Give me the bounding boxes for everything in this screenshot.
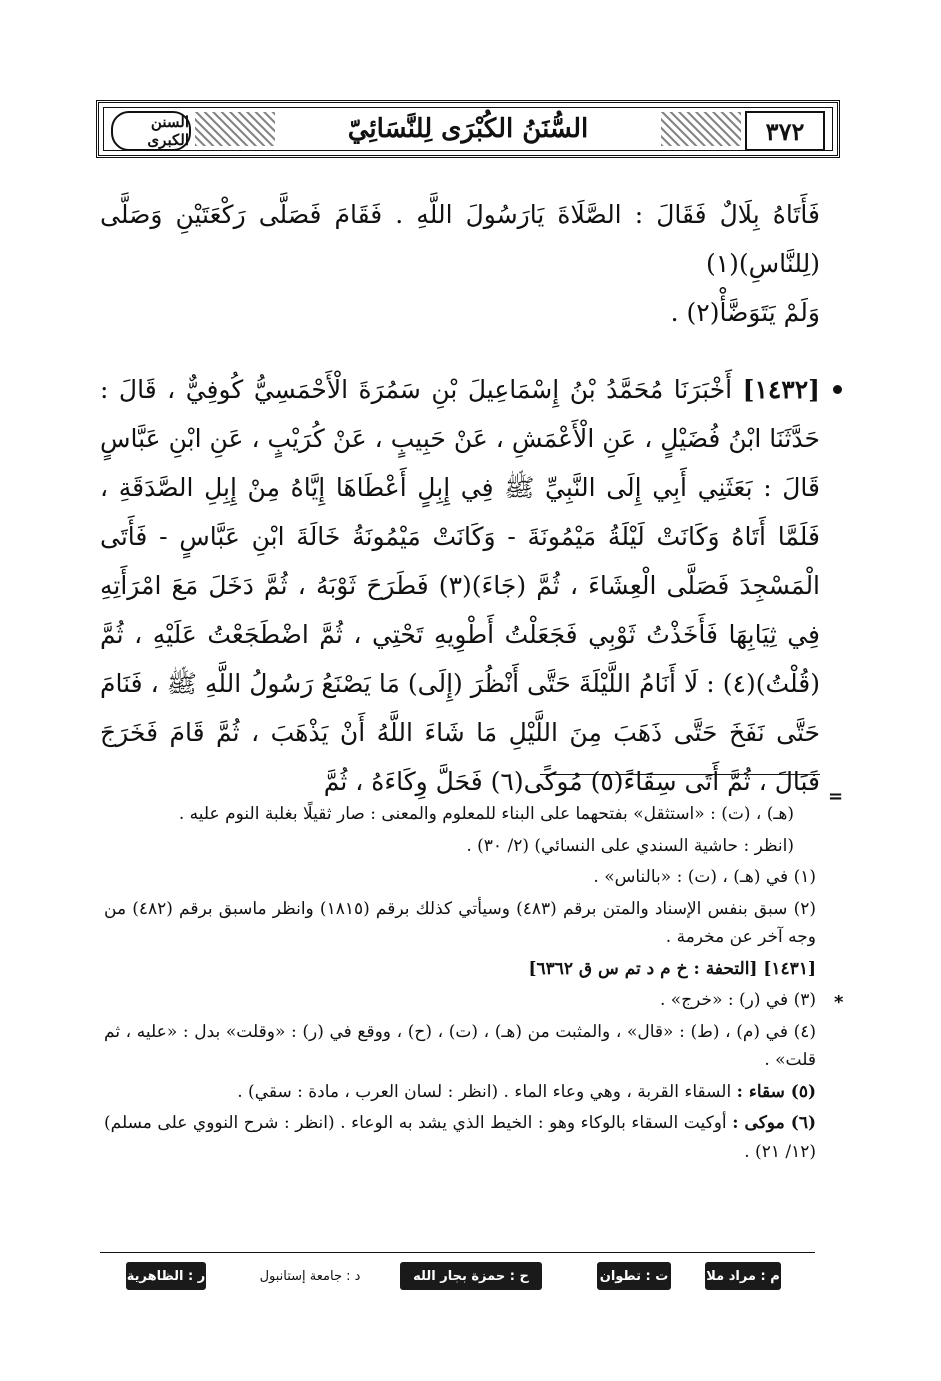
bottom-rule <box>100 1252 815 1253</box>
book-badge: السنن الكبرى <box>111 111 191 151</box>
right-ornament <box>661 112 741 146</box>
paragraph-1-line-2: وَلَمْ يَتَوَضَّأْ(٢) . <box>670 298 820 327</box>
bullet-icon <box>833 385 842 394</box>
continuation-mark: = <box>828 786 844 807</box>
page-number: ٣٧٢ <box>745 111 825 151</box>
manuscript-sigil-m: م : مراد ملا <box>705 1262 781 1290</box>
main-text <box>100 190 820 806</box>
footnote-4: (٤) في (م) ، (ط) : «قال» ، والمثبت من (هـ) ، (ت) ، (ح) ، ووقع في (ر) : «وقلت» بدل : «عليه ، ثم قلت» . <box>104 1021 816 1070</box>
page-header <box>96 100 840 158</box>
footnote-continuation-1: (هـ) ، (ت) : «استثقل» بفتحهما على البناء للمعلوم والمعنى : صار ثقيلًا بغلبة النوم عليه . <box>178 804 794 824</box>
footnote-1: (١) في (هـ) ، (ت) : «بالناس» . <box>593 867 816 887</box>
tuhfa-text: [١٤٣١] [التحفة : خ م د تم س ق ٦٣٦٢] <box>528 958 816 979</box>
star-marker: * <box>834 992 844 1013</box>
tuhfa-reference <box>104 955 816 984</box>
manuscript-sigil-h: ح : حمزة بجار الله <box>400 1262 542 1290</box>
footnote-separator <box>540 774 820 775</box>
footnote-continuation-2: (انظر : حاشية السندي على النسائي) (٢/ ٣٠) . <box>466 835 794 856</box>
footnote-6 <box>104 1109 816 1166</box>
paragraph-1-line-1: فَأَتَاهُ بِلَالٌ فَقَالَ : الصَّلَاةَ يَارَسُولَ اللَّهِ . فَقَامَ فَصَلَّى رَكْعَتَيْنِ وَصَلَّى (لِلنَّاسِ)(١) <box>100 200 820 278</box>
manuscript-sigil-r: ر : الظاهرية <box>126 1262 206 1290</box>
hadith-number: [١٤٣٢] <box>742 375 820 404</box>
manuscript-sigil-t: ت : تطوان <box>597 1262 671 1290</box>
footnote-5-label: (٥) سقاء : <box>736 1081 816 1102</box>
running-title: السُّنَنُ الكُبْرَى لِلنَّسَائِيّ <box>289 109 647 149</box>
footnote-3: (٣) في (ر) : «خرج» . <box>660 990 816 1010</box>
footnotes <box>104 800 816 1169</box>
footnote-5 <box>104 1078 816 1107</box>
left-ornament <box>195 112 275 146</box>
manuscript-sigil-d: د : جامعة إستانبول <box>259 1268 361 1284</box>
footnote-2: (٢) سبق بنفس الإسناد والمتن برقم (٤٨٣) وسيأتي كذلك برقم (١٨١٥) وانظر ماسبق برقم (٤٨٢) من وجه آخر عن مخرمة . <box>104 898 816 947</box>
footnote-5-text: السقاء القربة ، وهي وعاء الماء . (انظر : لسان العرب ، مادة : سقي) . <box>237 1081 732 1102</box>
footnote-6-text: أوكيت السقاء بالوكاء وهو : الخيط الذي يشد به الوعاء . (انظر : شرح النووي على مسلم) (١٢/ ٢١) . <box>104 1113 816 1162</box>
footnote-6-label: (٦) موكى : <box>732 1113 816 1133</box>
hadith-text: أَخْبَرَنَا مُحَمَّدُ بْنُ إِسْمَاعِيلَ بْنِ سَمُرَةَ الْأَحْمَسِيُّ كُوفِيٌّ ، قَالَ : حَدَّثَنَا ابْنُ فُضَيْلٍ ، عَنِ الْأَعْمَشِ ، عَنْ حَبِيبٍ ، عَنْ كُرَيْبٍ ، عَنِ ابْنِ عَبَّاسٍ قَالَ : بَعَثَنِي أَبِي إِلَى النَّبِيِّ ﷺ فِي إِبِلٍ أَعْطَاهَا إِيَّاهُ مِنْ إِبِلِ الصَّدَقَةِ ، فَلَمَّا أَتَاهُ وَكَانَتْ لَيْلَةُ مَيْمُونَةَ - وَكَانَتْ مَيْمُونَةُ خَالَةَ ابْنِ عَبَّاسٍ - فَأَتَى الْمَسْجِدَ فَصَلَّى الْعِشَاءَ ، ثُمَّ (جَاءَ)(٣) فَطَرَحَ ثَوْبَهُ ، ثُمَّ دَخَلَ مَعَ امْرَأَتِهِ فِي ثِيَابِهَا فَأَخَذْتُ ثَوْبِي فَجَعَلْتُ أَطْوِيهِ تَحْتِي ، ثُمَّ اضْطَجَعْتُ عَلَيْهِ ، ثُمَّ (قُلْتُ)(٤) : لَا أَنَامُ اللَّيْلَةَ حَتَّى أَنْظُرَ (إِلَى) مَا يَصْنَعُ رَسُولُ اللَّهِ ﷺ ، فَنَامَ حَتَّى نَفَخَ حَتَّى ذَهَبَ مِنَ اللَّيْلِ مَا شَاءَ اللَّهُ أَنْ يَذْهَبَ ، ثُمَّ قَامَ فَخَرَجَ فَبَالَ ، ثُمَّ أَتَى سِقَاءً(٥) مُوكًى(٦) فَحَلَّ وِكَاءَهُ ، ثُمَّ <box>100 375 821 796</box>
paragraph-2 <box>100 365 820 806</box>
